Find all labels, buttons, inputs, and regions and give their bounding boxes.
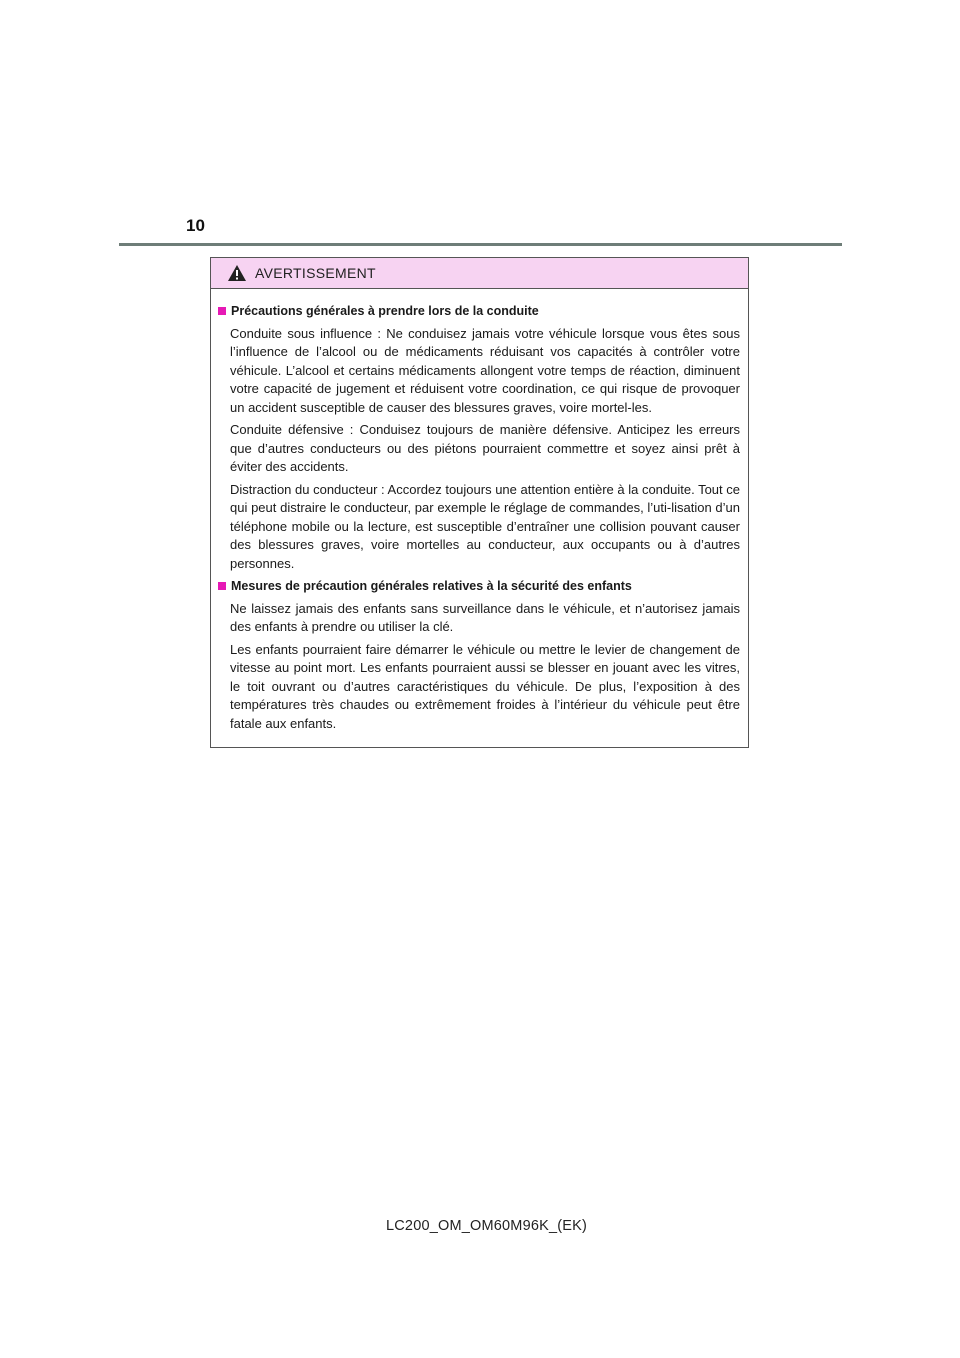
warning-box: [210, 257, 749, 748]
section-heading-text: Mesures de précaution générales relatives à la sécurité des enfants: [231, 579, 632, 593]
document-code: LC200_OM_OM60M96K_(EK): [386, 1218, 588, 1234]
paragraph: Distraction du conducteur : Accordez toujours une attention entière à la conduite. Tout ce qui peut distraire le conducteur, par exemple le réglage de commandes, l’uti-lisation d’un téléphone mobile ou la lecture, est susceptible d’entraîner une collision pouvant causer des blessures graves, voire mortelles au conducteur, aux occupants ou à d’autres personnes.: [230, 481, 740, 571]
paragraph: Ne laissez jamais des enfants sans surveillance dans le véhicule, et n’autorisez jamais des enfants à prendre ou utiliser la clé.: [230, 600, 740, 634]
page-number: 10: [186, 216, 205, 235]
warning-header: [211, 258, 748, 289]
section-child-safety: [218, 577, 740, 733]
warning-triangle-icon: [227, 264, 247, 282]
section-heading: [218, 302, 740, 321]
section-driving-precautions: [218, 302, 740, 573]
square-bullet-icon: [218, 307, 226, 315]
section-heading-text: Précautions générales à prendre lors de la conduite: [231, 304, 539, 318]
square-bullet-icon: [218, 582, 226, 590]
warning-content: [211, 289, 748, 733]
warning-title: AVERTISSEMENT: [255, 265, 376, 281]
paragraph: Les enfants pourraient faire démarrer le véhicule ou mettre le levier de changement de vitesse au point mort. Les enfants pourraient aussi se blesser en jouant avec les vitres, le toit ouvrant ou d’autres caractéristiques du véhicule. De plus, l’exposition à des températures très chaudes ou extrêmement froides à l’intérieur du véhicule peut être fatale aux enfants.: [230, 641, 740, 731]
paragraph: Conduite défensive : Conduisez toujours de manière défensive. Anticipez les erreurs que d’autres conducteurs ou des piétons pourraient commettre et soyez ainsi prêt à éviter des accidents.: [230, 422, 740, 474]
header-rule: [119, 243, 842, 246]
paragraph: Conduite sous influence : Ne conduisez jamais votre véhicule lorsque vous êtes sous l’influence de l’alcool ou de médicaments réduisant vos capacités à contrôler votre véhicule. L’alcool et certains médicaments allongent votre temps de réaction, diminuent votre capacité de jugement et réduisent votre coordination, ce qui risque de provoquer un accident susceptible de causer des blessures graves, voire mortel-les.: [230, 325, 740, 415]
section-heading: [218, 577, 740, 596]
